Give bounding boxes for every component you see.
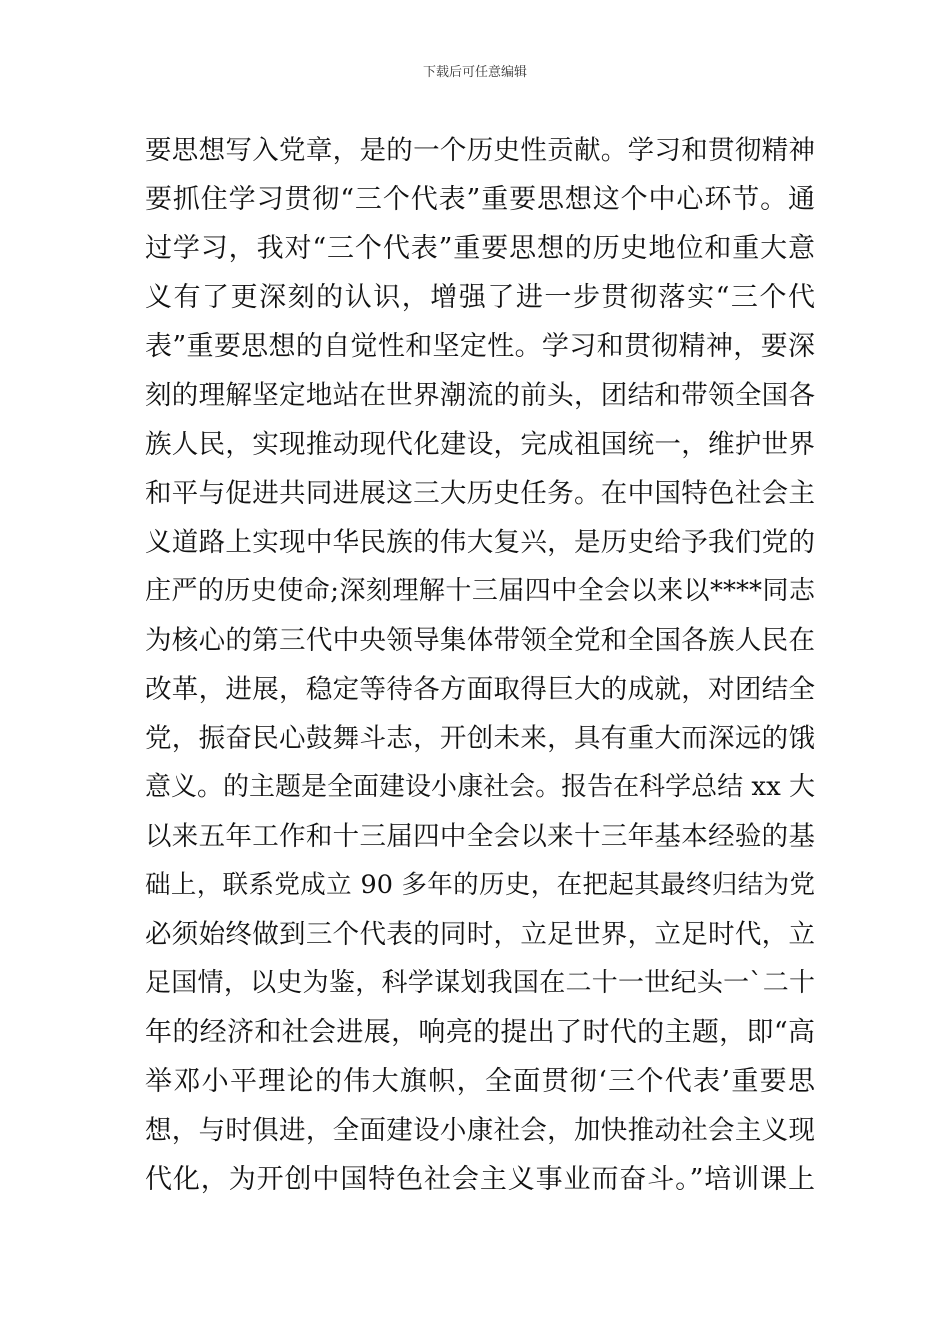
body-line: 过学习，我对“三个代表”重要思想的历史地位和重大意	[145, 233, 815, 264]
body-line: 和平与促进共同进展这三大历史任务。在中国特色社会主	[145, 478, 815, 509]
body-line: 意义。的主题是全面建设小康社会。报告在科学总结 xx 大	[145, 772, 815, 802]
body-line: 础上，联系党成立 90 多年的历史，在把起其最终归结为党	[145, 870, 815, 900]
page-header: 下载后可任意编辑	[422, 65, 527, 80]
body-line: 代化，为开创中国特色社会主义事业而奋斗。”培训课上	[145, 1164, 815, 1195]
body-line: 义道路上实现中华民族的伟大复兴，是历史给予我们党的	[145, 527, 815, 558]
body-line: 要思想写入党章，是的一个历史性贡献。学习和贯彻精神	[145, 135, 815, 166]
body-line: 庄严的历史使命;深刻理解十三届四中全会以来以****同志	[145, 576, 815, 606]
body-line: 以来五年工作和十三届四中全会以来十三年基本经验的基	[145, 821, 815, 852]
body-line: 举邓小平理论的伟大旗帜，全面贯彻‘三个代表’重要思	[145, 1066, 815, 1097]
body-line: 表”重要思想的自觉性和坚定性。学习和贯彻精神，要深	[145, 331, 815, 362]
body-line: 族人民，实现推动现代化建设，完成祖国统一，维护世界	[145, 429, 815, 460]
body-line: 党，振奋民心鼓舞斗志，开创未来，具有重大而深远的饿	[145, 723, 815, 754]
body-line: 年的经济和社会进展，响亮的提出了时代的主题，即“高	[145, 1017, 815, 1048]
document-body	[145, 126, 815, 1204]
body-line: 为核心的第三代中央领导集体带领全党和全国各族人民在	[145, 625, 815, 656]
body-line: 义有了更深刻的认识，增强了进一步贯彻落实“三个代	[145, 282, 815, 313]
body-line: 要抓住学习贯彻“三个代表”重要思想这个中心环节。通	[145, 184, 815, 215]
body-line: 刻的理解坚定地站在世界潮流的前头，团结和带领全国各	[145, 380, 815, 411]
body-line: 必须始终做到三个代表的同时，立足世界，立足时代，立	[145, 919, 815, 950]
body-line: 足国情，以史为鉴，科学谋划我国在二十一世纪头一`二十	[145, 968, 815, 998]
body-line: 想，与时俱进，全面建设小康社会，加快推动社会主义现	[145, 1115, 815, 1146]
body-line: 改革，进展，稳定等待各方面取得巨大的成就，对团结全	[145, 674, 815, 705]
